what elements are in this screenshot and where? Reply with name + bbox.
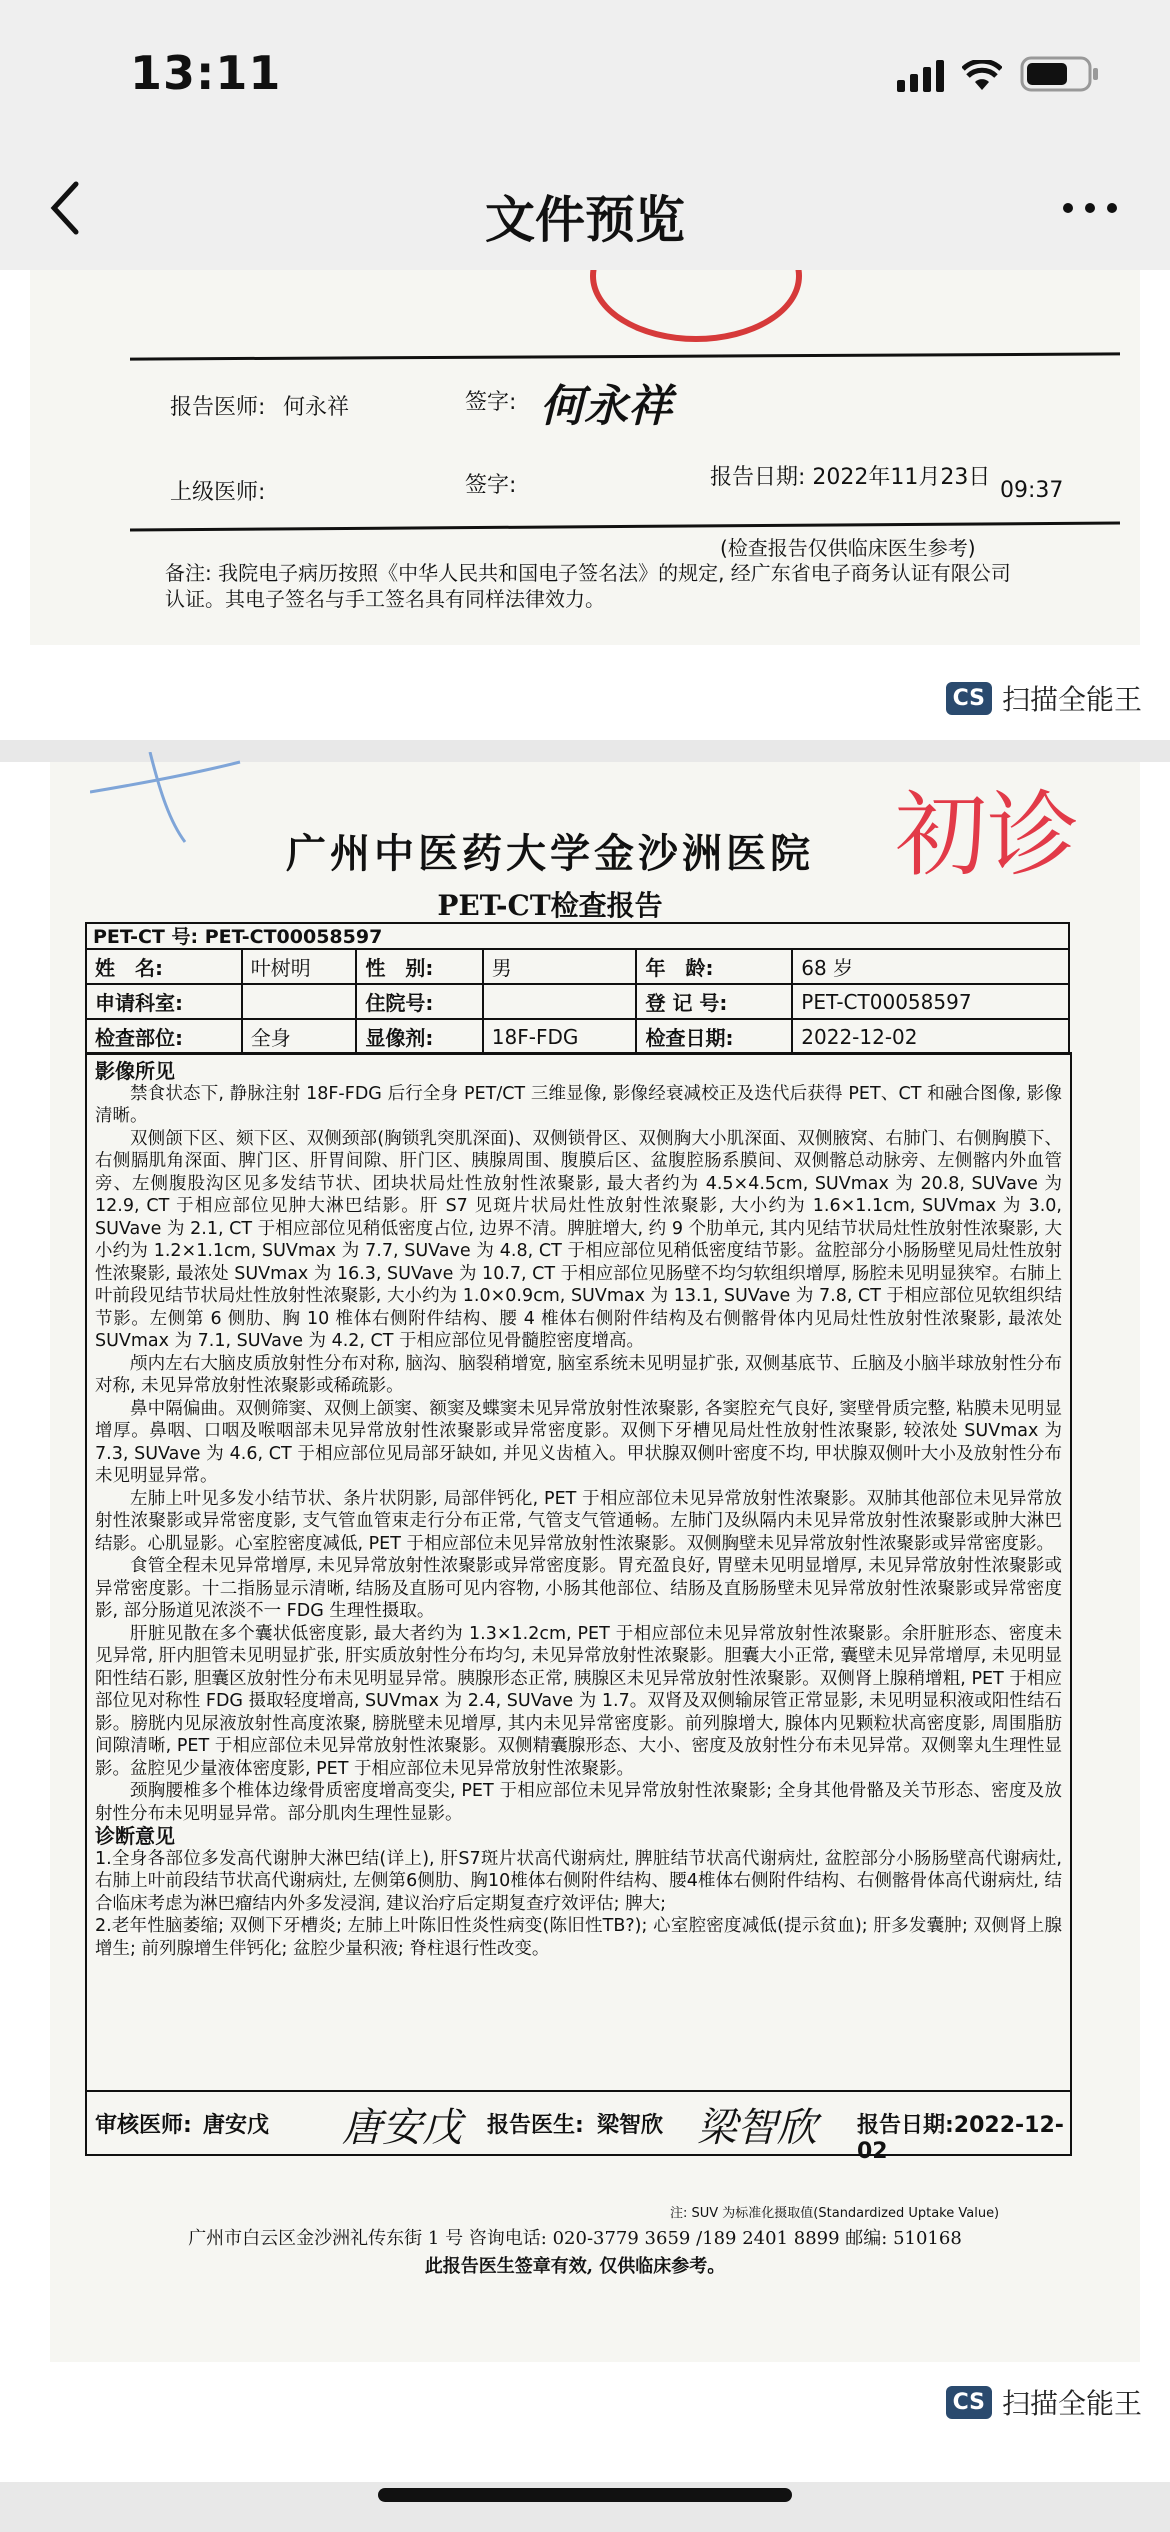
pet-number: PET-CT 号: PET-CT00058597: [85, 922, 1070, 950]
field-value: 叶树明: [242, 949, 357, 984]
findings-paragraph: 禁食状态下, 静脉注射 18F-FDG 后行全身 PET/CT 三维显像, 影像经衰减校正及迭代后获得 PET、CT 和融合图像, 影像清晰。: [95, 1083, 1062, 1126]
findings-paragraph: 鼻中隔偏曲。双侧筛窦、双侧上颌窦、额窦及蝶窦未见异常放射性浓聚影, 各窦腔充气良好, 窦壁骨质完整, 粘膜未见明显增厚。鼻咽、口咽及喉咽部未见异常放射性浓聚影或异常密度影。双侧下牙槽见局灶性放射性浓聚影, 较浓处 SUVmax 为 7.3, SUVave 为 4.6, CT 于相应部位见局部牙缺如, 并见义齿植入。甲状腺双侧叶密度不均, 甲状腺双侧叶大小及放射性分布未见明显异常。: [95, 1398, 1062, 1486]
report-title: PET-CT检查报告: [437, 889, 663, 922]
signature-label: 签字:: [465, 390, 517, 415]
report-body: [85, 1052, 1072, 2164]
diagnosis-item: 2.老年性脑萎缩; 双侧下牙槽炎; 左肺上叶陈旧性炎性病变(陈旧性TB?); 心室腔密度减低(提示贫血); 肝多发囊肿; 双侧肾上腺增生; 前列腺增生伴钙化; 盆腔少量积液; 脊柱退行性改变。: [95, 1916, 1062, 1959]
disclaimer: 此报告医生签章有效, 仅供临床参考。: [424, 2256, 726, 2277]
nav-bar: [0, 150, 1170, 270]
signature-row: [87, 2090, 1070, 2164]
field-value: 全身: [242, 1019, 357, 1054]
field-value: 18F-FDG: [483, 1019, 637, 1054]
status-icons: [897, 56, 1100, 92]
divider: [130, 522, 1120, 532]
findings-text: [95, 1083, 1062, 1826]
status-bar: [0, 0, 1170, 150]
wifi-icon: [962, 60, 1002, 92]
report-time: 09:37: [1000, 478, 1064, 503]
findings-section: [95, 1060, 1062, 1960]
hospital-address: 广州市白云区金沙洲礼传东街 1 号 咨询电话: 020-3779 3659 /189 2401 8899 邮编: 510168: [188, 2228, 962, 2249]
reviewer-name: 唐安戊: [203, 2113, 270, 2138]
field-label: 住院号:: [356, 984, 482, 1019]
report-date: 报告日期: 2022年11月23日: [710, 465, 991, 490]
findings-paragraph: 颈胸腰椎多个椎体边缘骨质密度增高变尖, PET 于相应部位未见异常放射性浓聚影; 全身其他骨骼及关节形态、密度及放射性分布未见明显异常。部分肌肉生理性显影。: [95, 1781, 1062, 1824]
page-title: 文件预览: [485, 191, 685, 249]
field-label: 检查日期:: [636, 1019, 792, 1054]
reporter-signature: 梁智欣: [697, 2105, 817, 2151]
diagnosis-text: [95, 1848, 1062, 1961]
reviewer-signature: 唐安戊: [342, 2105, 462, 2151]
camscanner-watermark: [946, 2382, 1142, 2422]
report-date-2: 报告日期:2022-12-02: [857, 2113, 1064, 2164]
reporter-label: 报告医生:: [487, 2113, 584, 2138]
camscanner-icon: CS: [946, 682, 992, 715]
field-label: 姓 名:: [86, 949, 242, 984]
table-row: [86, 949, 1069, 984]
scanned-paper: [30, 270, 1140, 645]
reporter-name: 梁智欣: [597, 2113, 664, 2138]
field-label: 登 记 号:: [636, 984, 792, 1019]
scanned-paper: [50, 762, 1140, 2362]
watermark-text: 扫描全能王: [1001, 2387, 1142, 2420]
remark-text: 备注: 我院电子病历按照《中华人民共和国电子签名法》的规定, 经广东省电子商务认证有限公司认证。其电子签名与手工签名具有同样法律效力。: [165, 561, 1011, 611]
field-value: [483, 984, 637, 1019]
hospital-seal-icon: [590, 270, 802, 342]
field-value: PET-CT00058597: [792, 984, 1069, 1019]
cellular-signal-icon: [897, 58, 944, 92]
clock: 13:11: [130, 46, 282, 100]
findings-title: 影像所见: [95, 1059, 175, 1083]
watermark-text: 扫描全能王: [1001, 683, 1142, 716]
table-row: [86, 1019, 1069, 1054]
table-row: [86, 984, 1069, 1019]
field-label: 检查部位:: [86, 1019, 242, 1054]
findings-paragraph: 颅内左右大脑皮质放射性分布对称, 脑沟、脑裂稍增宽, 脑室系统未见明显扩张, 双侧基底节、丘脑及小脑半球放射性分布对称, 未见异常放射性浓聚影或稀疏影。: [95, 1353, 1062, 1396]
findings-paragraph: 肝脏见散在多个囊状低密度影, 最大者约为 1.3×1.2cm, PET 于相应部位未见异常放射性浓聚影。余肝脏形态、密度未见异常, 肝内胆管未见明显扩张, 肝实质放射性分布均匀, 未见异常放射性浓聚影。胆囊大小正常, 囊壁未见异常增厚, 未见明显阳性结石影, 胆囊区放射性分布未见明显异常。胰腺形态正常, 胰腺区未见异常放射性浓聚影。双侧肾上腺稍增粗, PET 于相应部位见对称性 FDG 摄取轻度增高, SUVmax 为 2.4, SUVave 为 1.7。双肾及双侧输尿管正常显影, 未见明显积液或阳性结石影。膀胱内见尿液放射性高度浓聚, 膀胱壁未见增厚, 其内未见异常密度影。前列腺增大, 腺体内见颗粒状高密度影, 周围脂肪间隙清晰, PET 于相应部位未见异常放射性浓聚影。双侧精囊腺形态、大小、密度及放射性分布未见异常。双侧睾丸生理性显影。盆腔见少量液体密度影, PET 于相应部位未见异常放射性浓聚影。: [95, 1623, 1062, 1779]
suv-note: 注: SUV 为标准化摄取值(Standardized Uptake Value): [670, 2206, 1000, 2221]
findings-paragraph: 食管全程未见异常增厚, 未见异常放射性浓聚影或异常密度影。胃充盈良好, 胃壁未见明显增厚, 未见异常放射性浓聚影或异常密度影。十二指肠显示清晰, 结肠及直肠可见内容物, 小肠其他部位、结肠及直肠肠壁未见异常放射性浓聚影或异常密度影, 部分肠道见浓淡不一 FDG 生理性摄取。: [95, 1556, 1062, 1621]
findings-paragraph: 双侧颌下区、颏下区、双侧颈部(胸锁乳突肌深面)、双侧锁骨区、双侧胸大小肌深面、双侧腋窝、右肺门、右侧胸膜下、右侧膈肌角深面、脾门区、肝胃间隙、肝门区、胰腺周围、腹膜后区、盆腹腔肠系膜间、双侧髂总动脉旁、左侧髂内外血管旁、左侧腹股沟区见多发结节状、团块状局灶性放射性浓聚影, 最大者约为 4.5×4.5cm, SUVmax 为 20.8, SUVave 为 12.9, CT 于相应部位见肿大淋巴结影。肝 S7 见斑片状局灶性放射性浓聚影, 大小约为 1.6×1.1cm, SUVmax 为 3.0, SUVave 为 2.1, CT 于相应部位见稍低密度占位, 边界不清。脾脏增大, 约 9 个肋单元, 其内见结节状局灶性放射性浓聚影, 大小约为 1.2×1.1cm, SUVmax 为 7.7, SUVave 为 4.8, CT 于相应部位见稍低密度结节影。盆腔部分小肠肠壁见局灶性放射性浓聚影, 最浓处 SUVmax 为 16.3, SUVave 为 10.7, CT 于相应部位见肠壁不均匀软组织增厚, 肠腔未见明显狭窄。右肺上叶前段见结节状局灶性放射性浓聚影, 大小约为 1.0×0.9cm, SUVmax 为 13.1, SUVave 为 7.8, CT 于相应部位见软组织结节影。左侧第 6 侧肋、胸 10 椎体右侧附件结构、腰 4 椎体右侧附件结构及右侧髂骨体内见局灶性放射性浓聚影, 最浓处 SUVmax 为 7.1, SUVave 为 4.2, CT 于相应部位见骨髓腔密度增高。: [95, 1128, 1062, 1351]
clinical-note: (检查报告仅供临床医生参考): [720, 536, 976, 560]
handwritten-note: 初诊: [895, 782, 1080, 889]
home-indicator[interactable]: [378, 2488, 792, 2502]
document-page-2: [0, 762, 1170, 2482]
report-doctor-name: 何永祥: [283, 395, 350, 420]
field-label: 申请科室:: [86, 984, 242, 1019]
field-value: 2022-12-02: [792, 1019, 1069, 1054]
patient-info-table: [85, 948, 1070, 1055]
reviewer-label: 审核医师:: [95, 2113, 192, 2138]
report-doctor-label: 报告医师:: [170, 395, 266, 420]
camscanner-watermark: [946, 678, 1142, 718]
camscanner-icon: CS: [946, 2386, 992, 2419]
field-label: 显像剂:: [356, 1019, 482, 1054]
diagnosis-item: 1.全身各部位多发高代谢肿大淋巴结(详上), 肝S7斑片状高代谢病灶, 脾脏结节状高代谢病灶, 盆腔部分小肠肠壁高代谢病灶, 右肺上叶前段结节状高代谢病灶, 左侧第6侧肋、胸10椎体右侧附件结构、腰4椎体右侧附件结构、右侧髂骨体高代谢病灶, 结合临床考虑为淋巴瘤结内外多发浸润, 建议治疗后定期复查疗效评估; 脾大;: [95, 1848, 1062, 1914]
field-value: 男: [483, 949, 637, 984]
more-dots-icon[interactable]: [1060, 174, 1120, 246]
document-viewer[interactable]: [0, 270, 1170, 2532]
signature-label-2: 签字:: [465, 473, 517, 498]
field-label: 性 别:: [356, 949, 482, 984]
handwritten-signature: 何永祥: [540, 381, 672, 432]
field-value: 68 岁: [792, 949, 1069, 984]
document-page-1: [0, 270, 1170, 740]
field-label: 年 龄:: [636, 949, 792, 984]
senior-doctor-label: 上级医师:: [170, 480, 266, 505]
field-value: [242, 984, 357, 1019]
divider: [130, 352, 1120, 360]
findings-paragraph: 左肺上叶见多发小结节状、条片状阴影, 局部伴钙化, PET 于相应部位未见异常放射性浓聚影。双肺其他部位未见异常放射性浓聚影或异常密度影, 支气管血管束走行分布正常, 气管支气管通畅。左肺门及纵隔内未见异常放射性浓聚影或肿大淋巴结影。心肌显影。心室腔密度减低, PET 于相应部位未见异常放射性浓聚影。双侧胸壁未见异常放射性浓聚影或异常密度影。: [95, 1488, 1062, 1554]
hospital-name: 广州中医药大学金沙洲医院: [286, 830, 814, 877]
battery-icon: [1020, 56, 1100, 92]
diagnosis-title: 诊断意见: [95, 1824, 175, 1848]
